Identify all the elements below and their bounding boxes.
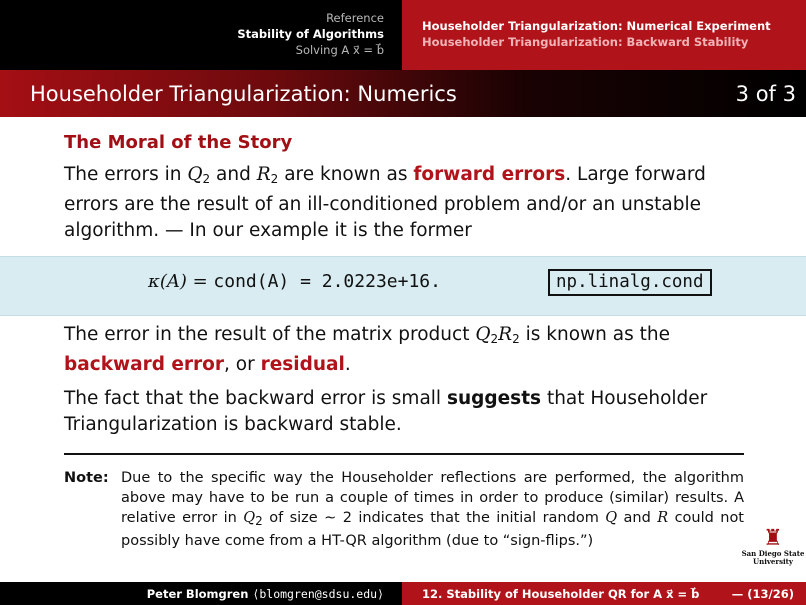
math-q: Q (187, 164, 203, 185)
math-q: Q (605, 510, 618, 526)
footer-author (0, 582, 402, 605)
tower-icon: ♜ (763, 526, 783, 551)
math-kappa: κ (148, 271, 160, 292)
text: could not possibly have come from a HT-QR algorithm (due to “sign-flips.”) (121, 510, 744, 549)
block-title: The Moral of the Story (64, 132, 293, 153)
footer-bar (0, 582, 806, 605)
paragraph-backward-error (64, 322, 754, 378)
nav-section-reference[interactable]: Reference (326, 11, 384, 25)
text: that Householder Triangularization is backward stable. (64, 388, 708, 435)
note-label: Note: (64, 470, 109, 486)
author-email: ⟨blomgren@sdsu.edu⟩ (252, 587, 384, 601)
text: Due to the specific way the Householder reflections are performed, the algorithm above may have to be run a couple of times in order to produce (similar) results. A relative error in (121, 470, 744, 526)
math-subscript: 2 (512, 332, 520, 346)
frame-title-bar (0, 70, 806, 117)
university-logo (740, 528, 806, 566)
paragraph-forward-errors (64, 162, 744, 244)
term-forward-errors: forward errors (413, 164, 566, 185)
text: The error in the result of the matrix product (64, 324, 476, 345)
condition-number-formula (148, 271, 441, 292)
condition-value: = 2.0223e+16. (289, 271, 441, 292)
footer-section (402, 582, 806, 605)
section-navigation (0, 0, 402, 70)
text: of size ∼ 2 indicates that the initial random (262, 510, 606, 526)
text: are known as (278, 164, 414, 185)
math-lhs: (A) = (159, 271, 214, 292)
text: . Large forward errors are the result of an ill-conditioned problem and/or an unstable algorithm. — In our example it is the former (64, 164, 706, 241)
term-backward-error: backward error (64, 354, 225, 375)
math-r: R (657, 510, 669, 526)
math-subscript: 2 (202, 172, 211, 186)
subsection-navigation (402, 0, 806, 70)
frame-counter: 3 of 3 (735, 81, 796, 106)
top-navigation (0, 0, 806, 70)
math-r: R (256, 164, 271, 185)
slide-body (64, 132, 744, 244)
logo-line-1: San Diego State (741, 549, 805, 558)
nav-subsection-numerical-experiment[interactable]: Householder Triangularization: Numerical Experiment (422, 19, 771, 33)
text: and (617, 510, 658, 526)
text: . (344, 354, 351, 375)
text: and (210, 164, 257, 185)
nav-subsection-backward-stability[interactable]: Householder Triangularization: Backward Stability (422, 35, 749, 49)
nav-section-solving[interactable]: Solving A x⃗ = b⃗ (295, 43, 384, 57)
note-text (121, 468, 744, 551)
math-q: Q (243, 510, 256, 526)
math-subscript: 2 (270, 172, 279, 186)
text: The fact that the backward error is small (64, 388, 447, 409)
nav-section-stability[interactable]: Stability of Algorithms (237, 27, 384, 41)
frame-title: Householder Triangularization: Numerics (30, 81, 457, 106)
logo-line-2: University (753, 557, 793, 566)
slide-body-lower (64, 322, 754, 446)
math-subscript: 2 (490, 332, 499, 346)
footer-section-title: 12. Stability of Householder QR for A x⃗ = b⃗ (422, 587, 700, 601)
code-cond: cond(A) (213, 271, 290, 292)
separator-rule (64, 453, 744, 455)
footer-page-number: — (13/26) (731, 587, 794, 601)
paragraph-backward-stable (64, 386, 754, 438)
author-name: Peter Blomgren (146, 587, 249, 601)
note-block (64, 468, 744, 551)
text: The errors in (64, 164, 188, 185)
term-suggests: suggests (446, 388, 542, 409)
text: is known as the (519, 324, 670, 345)
math-r: R (498, 324, 513, 345)
code-reference-box: np.linalg.cond (548, 269, 712, 296)
math-q: Q (475, 324, 491, 345)
text: , or (224, 354, 261, 375)
math-subscript: 2 (255, 514, 263, 528)
term-residual: residual (260, 354, 345, 375)
